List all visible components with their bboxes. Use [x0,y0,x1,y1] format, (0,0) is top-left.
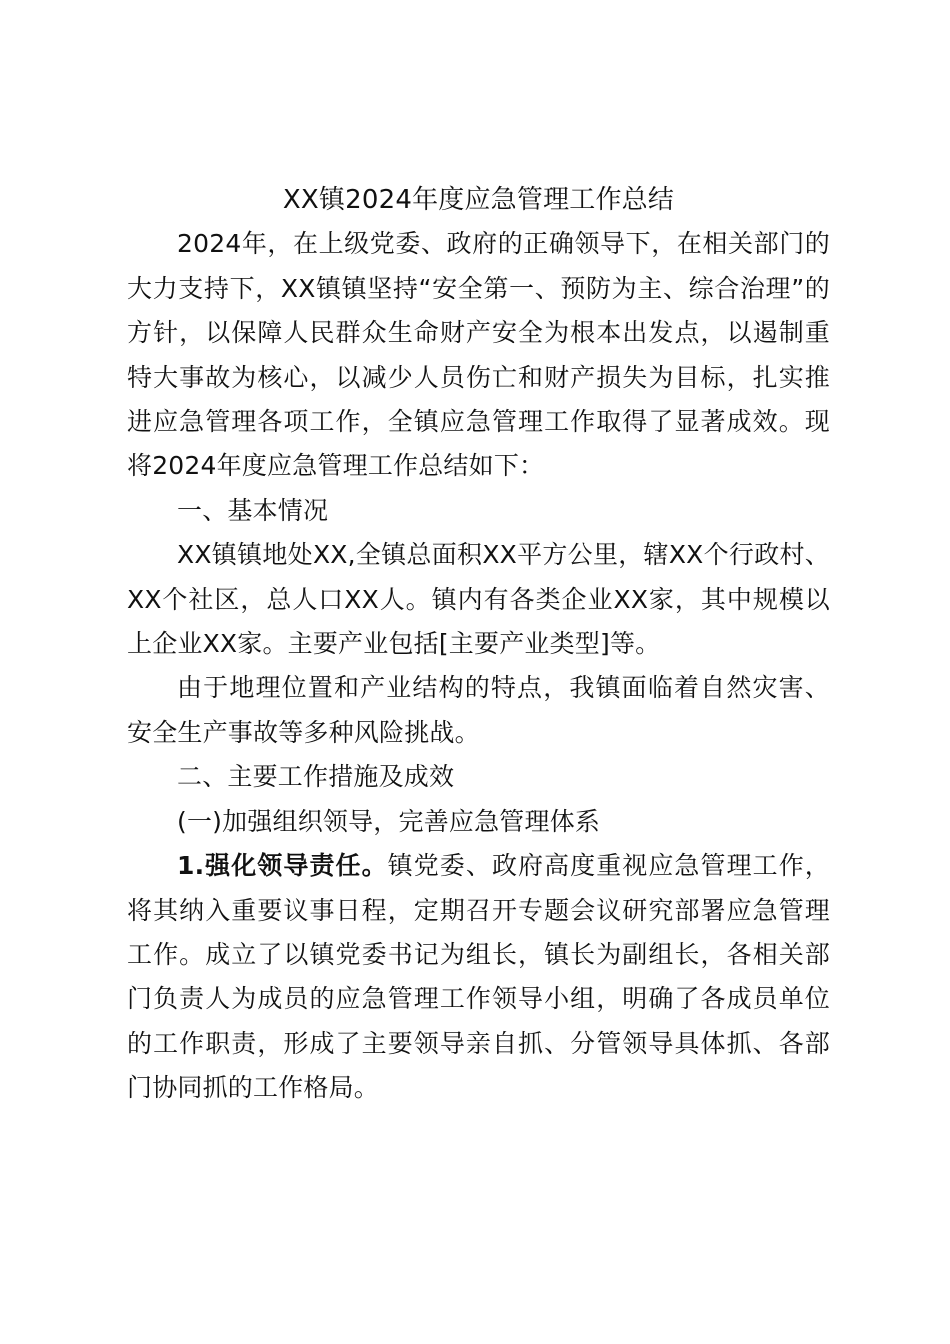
section-heading-measures: 二、主要工作措施及成效 [177,762,455,792]
document-title: XX镇2024年度应急管理工作总结 [282,185,675,215]
section-heading-basic-situation: 一、基本情况 [177,495,329,525]
intro-paragraph: 2024年，在上级党委、政府的正确领导下，在相关部门的大力支持下，XX镇镇坚持“安全第一、预防为主、综合治理”的方针，以保障人民群众生命财产安全为根本出发点，以遏制重特大事故为核心，以减少人员伤亡和财产损失为目标，扎实推进应急管理各项工作，全镇应急管理工作取得了显著成效。现将2024年度应急管理工作总结如下： [127,229,830,481]
document-page [127,178,830,1111]
leadership-body: 镇党委、政府高度重视应急管理工作，将其纳入重要议事日程，定期召开专题会议研究部署应急管理工作。成立了以镇党委书记为组长，镇长为副组长，各相关部门负责人为成员的应急管理工作领导小组，明确了各成员单位的工作职责，形成了主要领导亲自抓、分管领导具体抓、各部门协同抓的工作格局。 [127,851,830,1103]
leadership-paragraph [127,844,830,1110]
basic-situation-paragraph: XX镇镇地处XX,全镇总面积XX平方公里，辖XX个行政村、XX个社区，总人口XX人。镇内有各类企业XX家，其中规模以上企业XX家。主要产业包括[主要产业类型]等。 [127,540,830,659]
subsection-heading-organization: (一)加强组织领导，完善应急管理体系 [177,806,601,836]
leadership-lead: 1.强化领导责任。 [177,851,388,881]
risk-paragraph: 由于地理位置和产业结构的特点，我镇面临着自然灾害、安全生产事故等多种风险挑战。 [127,673,830,747]
